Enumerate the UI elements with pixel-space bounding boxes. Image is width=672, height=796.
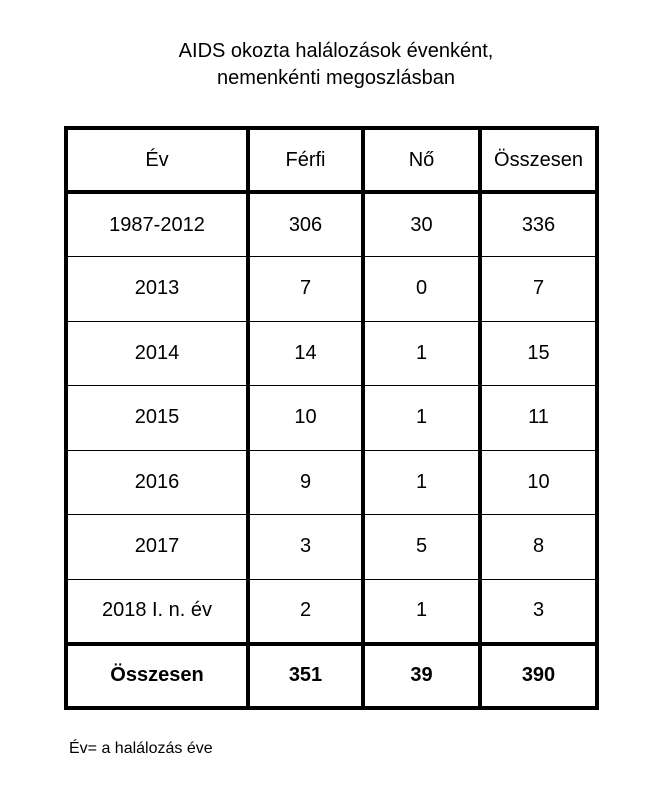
cell-year: 2014 [66, 321, 248, 386]
total-all: 390 [480, 644, 597, 708]
cell-year: 2016 [66, 450, 248, 515]
cell-year: 1987-2012 [66, 192, 248, 257]
title-line-1: AIDS okozta halálozások évenként, [178, 40, 494, 62]
header-total: Összesen [480, 128, 597, 192]
title-line-2: nemenkénti megoszlásban [217, 67, 455, 89]
cell-female: 1 [363, 579, 480, 644]
table-row [66, 515, 597, 580]
table-row [66, 192, 597, 257]
cell-total: 3 [480, 579, 597, 644]
cell-total: 7 [480, 257, 597, 322]
table-row [66, 579, 597, 644]
table-total-row [66, 644, 597, 708]
cell-male: 10 [248, 386, 363, 451]
footnote: Év= a halálozás éve [69, 740, 213, 757]
cell-total: 8 [480, 515, 597, 580]
cell-female: 5 [363, 515, 480, 580]
header-female: Nő [363, 128, 480, 192]
cell-female: 1 [363, 386, 480, 451]
table-header-row [66, 128, 597, 192]
cell-male: 306 [248, 192, 363, 257]
table-row [66, 450, 597, 515]
cell-year: 2013 [66, 257, 248, 322]
header-year: Év [66, 128, 248, 192]
cell-female: 1 [363, 450, 480, 515]
cell-male: 9 [248, 450, 363, 515]
cell-year: 2018 I. n. év [66, 579, 248, 644]
total-male: 351 [248, 644, 363, 708]
cell-male: 3 [248, 515, 363, 580]
cell-male: 7 [248, 257, 363, 322]
cell-male: 2 [248, 579, 363, 644]
cell-female: 1 [363, 321, 480, 386]
total-female: 39 [363, 644, 480, 708]
cell-total: 15 [480, 321, 597, 386]
total-label: Összesen [66, 644, 248, 708]
table-row [66, 386, 597, 451]
cell-total: 336 [480, 192, 597, 257]
cell-female: 30 [363, 192, 480, 257]
cell-total: 10 [480, 450, 597, 515]
header-male: Férfi [248, 128, 363, 192]
aids-deaths-table [64, 126, 599, 710]
cell-year: 2015 [66, 386, 248, 451]
cell-male: 14 [248, 321, 363, 386]
cell-female: 0 [363, 257, 480, 322]
table-row [66, 257, 597, 322]
cell-total: 11 [480, 386, 597, 451]
cell-year: 2017 [66, 515, 248, 580]
document-title [0, 38, 672, 92]
table-row [66, 321, 597, 386]
